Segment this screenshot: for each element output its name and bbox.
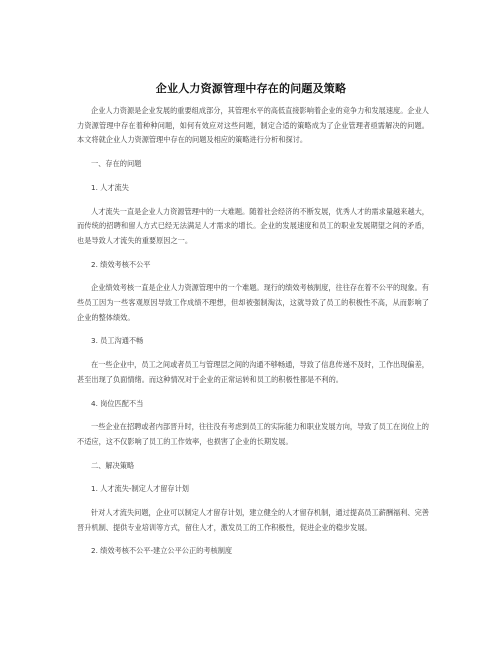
subheading-job-mismatch: 4. 岗位匹配不当 — [91, 398, 144, 408]
document-body — [77, 104, 429, 568]
subheading-talent-loss: 1. 人才流失 — [91, 182, 129, 192]
section-heading-strategies: 二、解决策略 — [91, 460, 135, 470]
paragraph-poor-communication: 在一些企业中，员工之间或者员工与管理层之间的沟通不够畅通，导致了信息传递不及时，工作出现偏差，甚至出现了负面情绪。而这种情况对于企业的正常运转和员工的积极性都是不利的。 — [77, 360, 429, 384]
document-title: 企业人力资源管理中存在的问题及策略 — [155, 82, 347, 95]
paragraph-job-mismatch: 一些企业在招聘或者内部晋升时，往往没有考虑到员工的实际能力和职业发展方向，导致了员工在岗位上的不适应，这不仅影响了员工的工作效率，也损害了企业的长期发展。 — [77, 422, 429, 446]
subheading-poor-communication: 3. 员工沟通不畅 — [91, 336, 144, 346]
section-heading-problems: 一、存在的问题 — [91, 159, 142, 169]
intro-paragraph: 企业人力资源是企业发展的重要组成部分，其管理水平的高低直接影响着企业的竞争力和发展速度。企业人力资源管理中存在着种种问题，如何有效应对这些问题，制定合适的策略成为了企业管理者亟需解决的问题。本文将就企业人力资源管理中存在的问题及相应的策略进行分析和探讨。 — [77, 106, 429, 145]
paragraph-retention-plan: 针对人才流失问题，企业可以制定人才留存计划，建立健全的人才留存机制，通过提高员工薪酬福利、完善晋升机制、提供专业培训等方式，留住人才，激发员工的工作积极性，促进企业的稳步发展。 — [77, 508, 429, 532]
subheading-unfair-appraisal: 2. 绩效考核不公平 — [91, 259, 151, 269]
paragraph-talent-loss: 人才流失一直是企业人力资源管理中的一大难题。随着社会经济的不断发展，优秀人才的需求量越来越大，而传统的招聘和留人方式已经无法满足人才需求的增长。企业的发展速度和员工的职业发展期望之间的矛盾，也是导致人才流失的重要原因之一。 — [77, 206, 429, 245]
subheading-retention-plan: 1. 人才流失-制定人才留存计划 — [91, 484, 189, 494]
paragraph-unfair-appraisal: 企业绩效考核一直是企业人力资源管理中的一个难题。现行的绩效考核制度，往往存在着不公平的现象。有些员工因为一些客观原因导致工作成绩不理想，但却被强制淘汰，这就导致了员工的积极性不高，从而影响了企业的整体绩效。 — [77, 283, 429, 322]
subheading-fair-appraisal: 2. 绩效考核不公平-建立公平公正的考核制度 — [91, 546, 233, 556]
